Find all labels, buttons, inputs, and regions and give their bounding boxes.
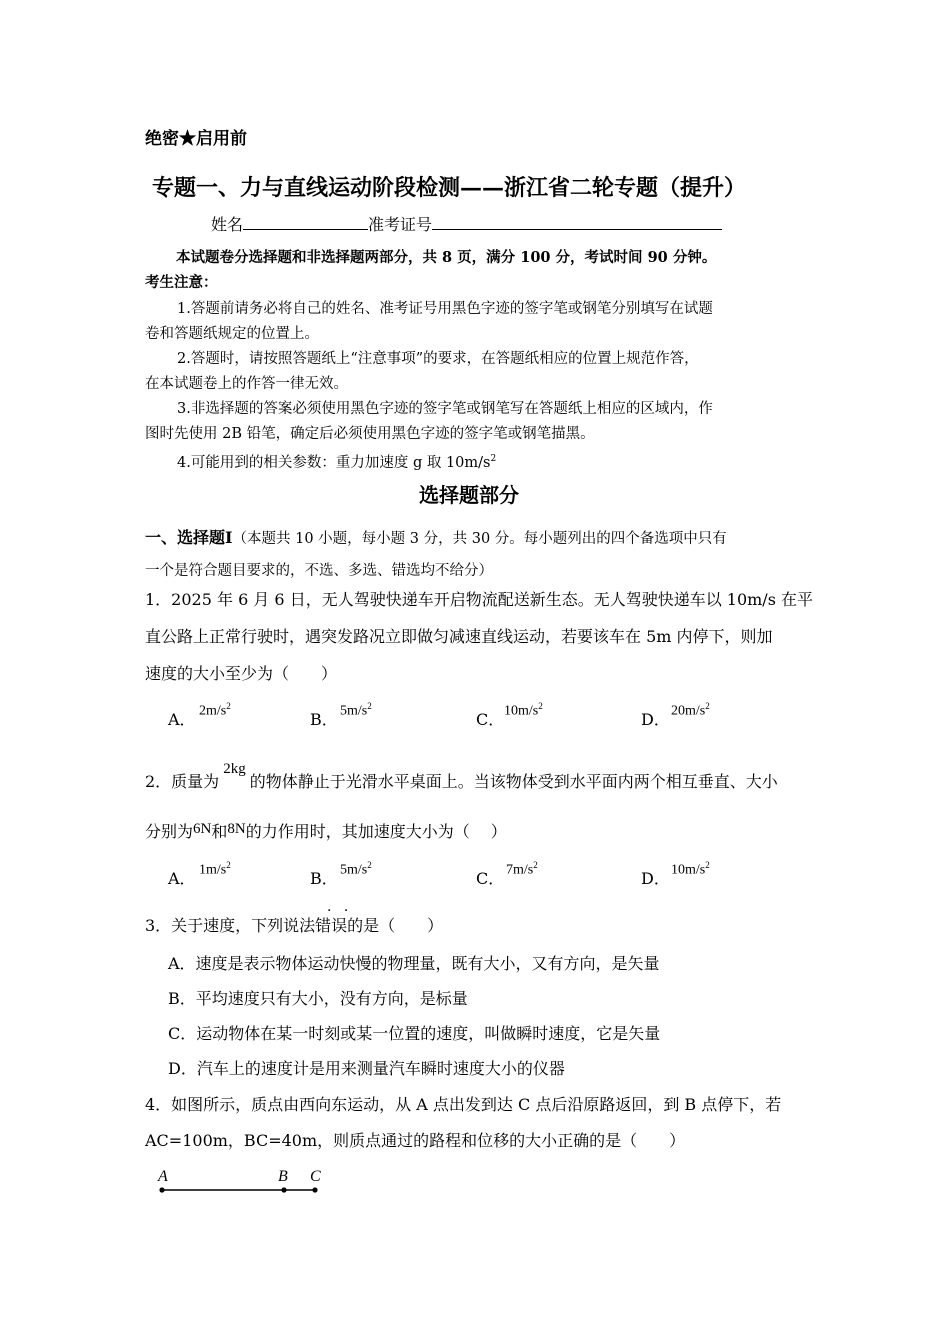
q1-option-c[interactable]: C． <box>476 710 505 729</box>
label-b: B <box>278 1168 288 1185</box>
id-label: 准考证号 <box>368 215 433 234</box>
q2-option-a-value: $1m/s^2$ <box>199 860 231 878</box>
superscript: 2 <box>490 454 497 464</box>
id-blank[interactable] <box>432 213 722 230</box>
notice-line: 3.非选择题的答案必须使用黑色字迹的签字笔或钢笔写在答题纸上相应的区域内，作 <box>177 401 713 417</box>
q2-text: 的力作用时，其加速度大小为（ ） <box>245 822 507 841</box>
q2-option-b[interactable]: B． <box>310 869 338 888</box>
q1-option-b[interactable]: B． <box>310 710 338 729</box>
q2-option-c[interactable]: C． <box>476 869 505 888</box>
q2-text: 分别为 <box>145 822 194 841</box>
q2-option-d-value: $10m/s^2$ <box>671 860 710 878</box>
q3-option-d[interactable]: D．汽车上的速度计是用来测量汽车瞬时速度大小的仪器 <box>168 1059 565 1078</box>
q2-line <box>145 761 778 794</box>
q3-option-a[interactable]: A．速度是表示物体运动快慢的物理量，既有大小，又有方向，是矢量 <box>168 954 660 973</box>
q3-option-c[interactable]: C．运动物体在某一时刻或某一位置的速度，叫做瞬时速度，它是矢量 <box>168 1024 661 1043</box>
point-b <box>281 1187 286 1192</box>
q2-option-d[interactable]: D． <box>641 869 670 888</box>
q1-option-a-value: $2m/s^2$ <box>199 701 231 719</box>
part1-heading <box>145 527 727 550</box>
q4-figure <box>150 1165 330 1205</box>
notice-line: 2.答题时，请按照答题纸上“注意事项”的要求，在答题纸相应的位置上规范作答， <box>177 351 699 367</box>
secret-label: 绝密★启用前 <box>145 129 247 149</box>
label-c: C <box>310 1168 321 1185</box>
q1-line: 1．2025 年 6 月 6 日，无人驾驶快递车开启物流配送新生态。无人驾驶快递车以 10m/s 在平 <box>145 590 813 609</box>
q4-line: 4．如图所示，质点由西向东运动，从 A 点出发到达 C 点后沿原路返回，到 B 点停下，若 <box>145 1095 782 1114</box>
q2-option-a[interactable]: A． <box>168 869 196 888</box>
q4-line: AC=100m，BC=40m，则质点通过的路程和位移的大小正确的是（ ） <box>145 1131 686 1150</box>
q1-option-a[interactable]: A． <box>168 710 196 729</box>
label-a: A <box>158 1168 168 1185</box>
exam-intro: 本试题卷分选择题和非选择题两部分，共 8 页，满分 100 分，考试时间 90 分钟。 <box>176 249 717 266</box>
notice-title: 考生注意： <box>145 274 218 291</box>
q2-option-b-value: $5m/s^2$ <box>340 860 372 878</box>
q2-text: 和 <box>211 822 228 841</box>
notice-line: 在本试题卷上的作答一律无效。 <box>145 376 348 392</box>
q2-force-1: 6N <box>193 821 212 837</box>
name-id-row <box>211 213 722 236</box>
page-title: 专题一、力与直线运动阶段检测——浙江省二轮专题（提升） <box>152 175 747 201</box>
q2-line <box>145 821 507 844</box>
q2-force-2: 8N <box>227 821 246 837</box>
q1-line: 直公路上正常行驶时，遇突发路况立即做匀减速直线运动，若要该车在 5m 内停下，则加 <box>145 627 773 646</box>
part1-desc: （本题共 10 小题，每小题 3 分，共 30 分。每小题列出的四个备选项中只有 <box>232 531 727 547</box>
name-label: 姓名 <box>211 215 244 234</box>
notice-line: 卷和答题纸规定的位置上。 <box>145 326 319 342</box>
emphasis-dots: · · <box>327 903 353 919</box>
name-blank[interactable] <box>243 213 368 230</box>
q1-option-b-value: $5m/s^2$ <box>340 701 372 719</box>
point-a <box>159 1187 164 1192</box>
section-title: 选择题部分 <box>419 483 519 507</box>
q2-option-c-value: $7m/s^2$ <box>506 860 538 878</box>
q2-mass: 2kg <box>223 761 246 777</box>
part1-desc-cont: 一个是符合题目要求的，不选、多选、错选均不给分） <box>145 563 493 579</box>
part1-label: 一、选择题Ⅰ <box>145 528 233 547</box>
q3-option-b[interactable]: B．平均速度只有大小，没有方向，是标量 <box>168 989 468 1008</box>
notice-line: 图时先使用 2B 铅笔，确定后必须使用黑色字迹的签字笔或钢笔描黑。 <box>145 426 595 442</box>
q1-option-d[interactable]: D． <box>641 710 670 729</box>
q1-line: 速度的大小至少为（ ） <box>145 664 338 683</box>
q1-option-c-value: $10m/s^2$ <box>504 701 543 719</box>
point-c <box>312 1187 317 1192</box>
notice-line <box>177 448 496 474</box>
q1-option-d-value: $20m/s^2$ <box>671 701 710 719</box>
notice-line: 1.答题前请务必将自己的姓名、准考证号用黑色字迹的签字笔或钢笔分别填写在试题 <box>177 301 713 317</box>
q2-text: 的物体静止于光滑水平桌面上。当该物体受到水平面内两个相互垂直、大小 <box>249 772 778 791</box>
notice-text: 4.可能用到的相关参数：重力加速度 g 取 10m/s <box>177 454 491 471</box>
q3-stem: 3．关于速度，下列说法错误的是（ ） <box>145 916 444 935</box>
q2-text: 2．质量为 <box>145 772 220 791</box>
